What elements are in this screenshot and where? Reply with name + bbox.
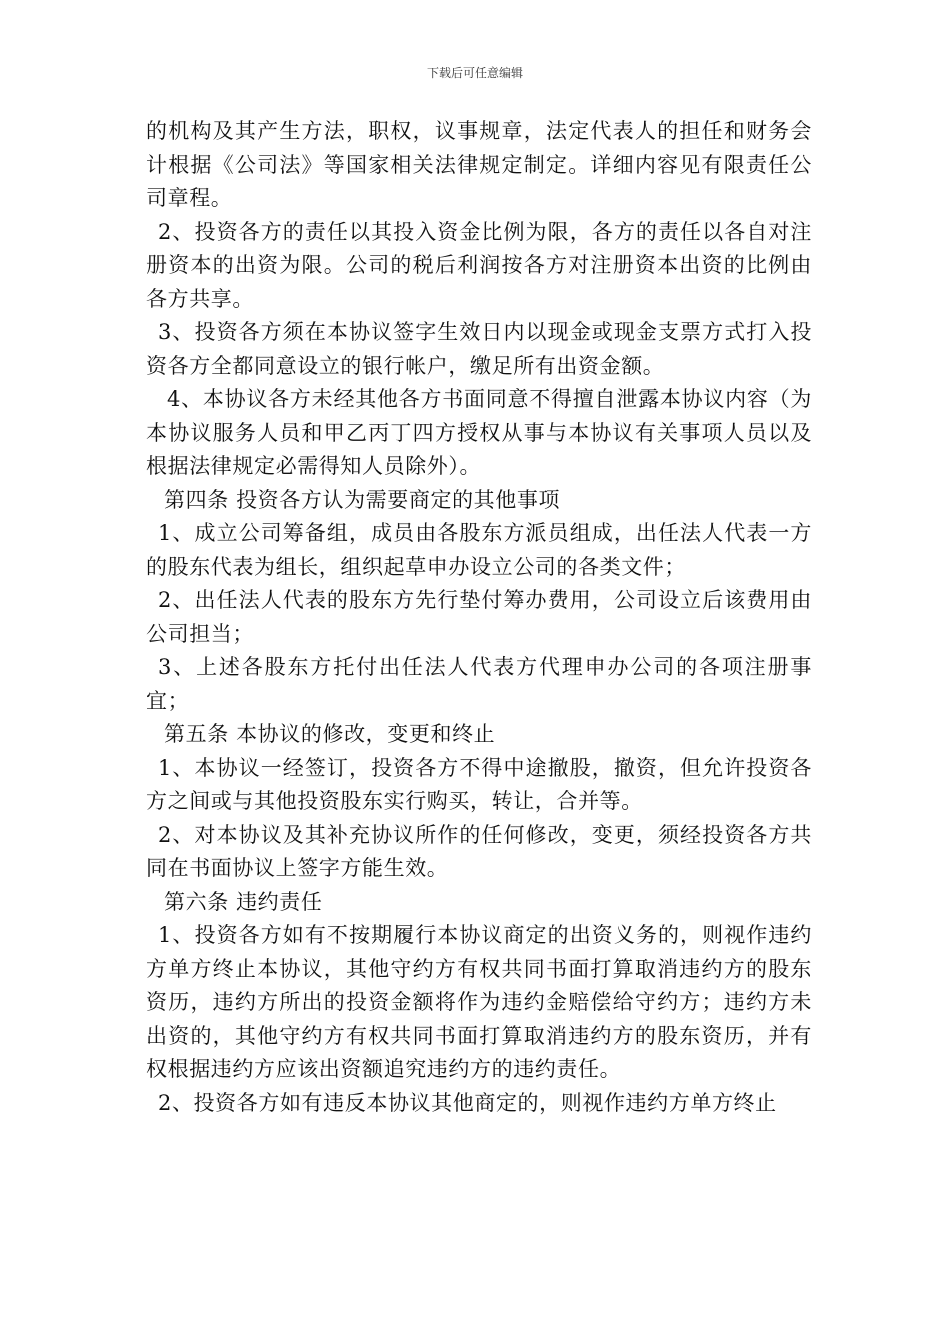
paragraph-article-4-item-1: 1、成立公司筹备组，成员由各股东方派员组成，出任法人代表一方的股东代表为组长，组织起草申办设立公司的各类文件； (146, 521, 812, 579)
paragraph-article-4-item-2: 2、出任法人代表的股东方先行垫付筹办费用，公司设立后该费用由公司担当； (146, 588, 812, 646)
paragraph-clause-3: 3、投资各方须在本协议签字生效日内以现金或现金支票方式打入投资各方全都同意设立的银行帐户，缴足所有出资金额。 (146, 320, 812, 378)
paragraph-clause-4: 4、本协议各方未经其他各方书面同意不得擅自泄露本协议内容（为本协议服务人员和甲乙丙丁四方授权从事与本协议有关事项人员以及根据法律规定必需得知人员除外）。 (146, 387, 812, 478)
paragraph-article-6-item-1: 1、投资各方如有不按期履行本协议商定的出资义务的，则视作违约方单方终止本协议，其他守约方有权共同书面打算取消违约方的股东资历，违约方所出的投资金额将作为违约金赔偿给守约方；违约方未出资的，其他守约方有权共同书面打算取消违约方的股东资历，并有权根据违约方应该出资额追究违约方的违约责任。 (146, 923, 812, 1081)
page-header-note: 下载后可任意编辑 (426, 66, 523, 80)
section-heading-article-5: 第五条 本协议的修改，变更和终止 (164, 722, 496, 746)
section-heading-article-6: 第六条 违约责任 (164, 889, 323, 914)
section-heading-article-4: 第四条 投资各方认为需要商定的其他事项 (164, 487, 561, 512)
document-body (146, 115, 812, 1120)
paragraph-continuation: 的机构及其产生方法，职权，议事规章，法定代表人的担任和财务会计根据《公司法》等国家相关法律规定制定。详细内容见有限责任公司章程。 (146, 119, 812, 210)
paragraph-clause-2: 2、投资各方的责任以其投入资金比例为限，各方的责任以各自对注册资本的出资为限。公司的税后利润按各方对注册资本出资的比例由各方共享。 (146, 219, 812, 311)
paragraph-article-4-item-3: 3、上述各股东方托付出任法人代表方代理申办公司的各项注册事宜； (146, 655, 812, 713)
paragraph-article-5-item-2: 2、对本协议及其补充协议所作的任何修改，变更，须经投资各方共同在书面协议上签字方能生效。 (146, 822, 812, 880)
paragraph-article-6-item-2: 2、投资各方如有违反本协议其他商定的，则视作违约方单方终止 (158, 1090, 777, 1115)
paragraph-article-5-item-1: 1、本协议一经签订，投资各方不得中途撤股，撤资，但允许投资各方之间或与其他投资股东实行购买，转让，合并等。 (146, 755, 812, 813)
